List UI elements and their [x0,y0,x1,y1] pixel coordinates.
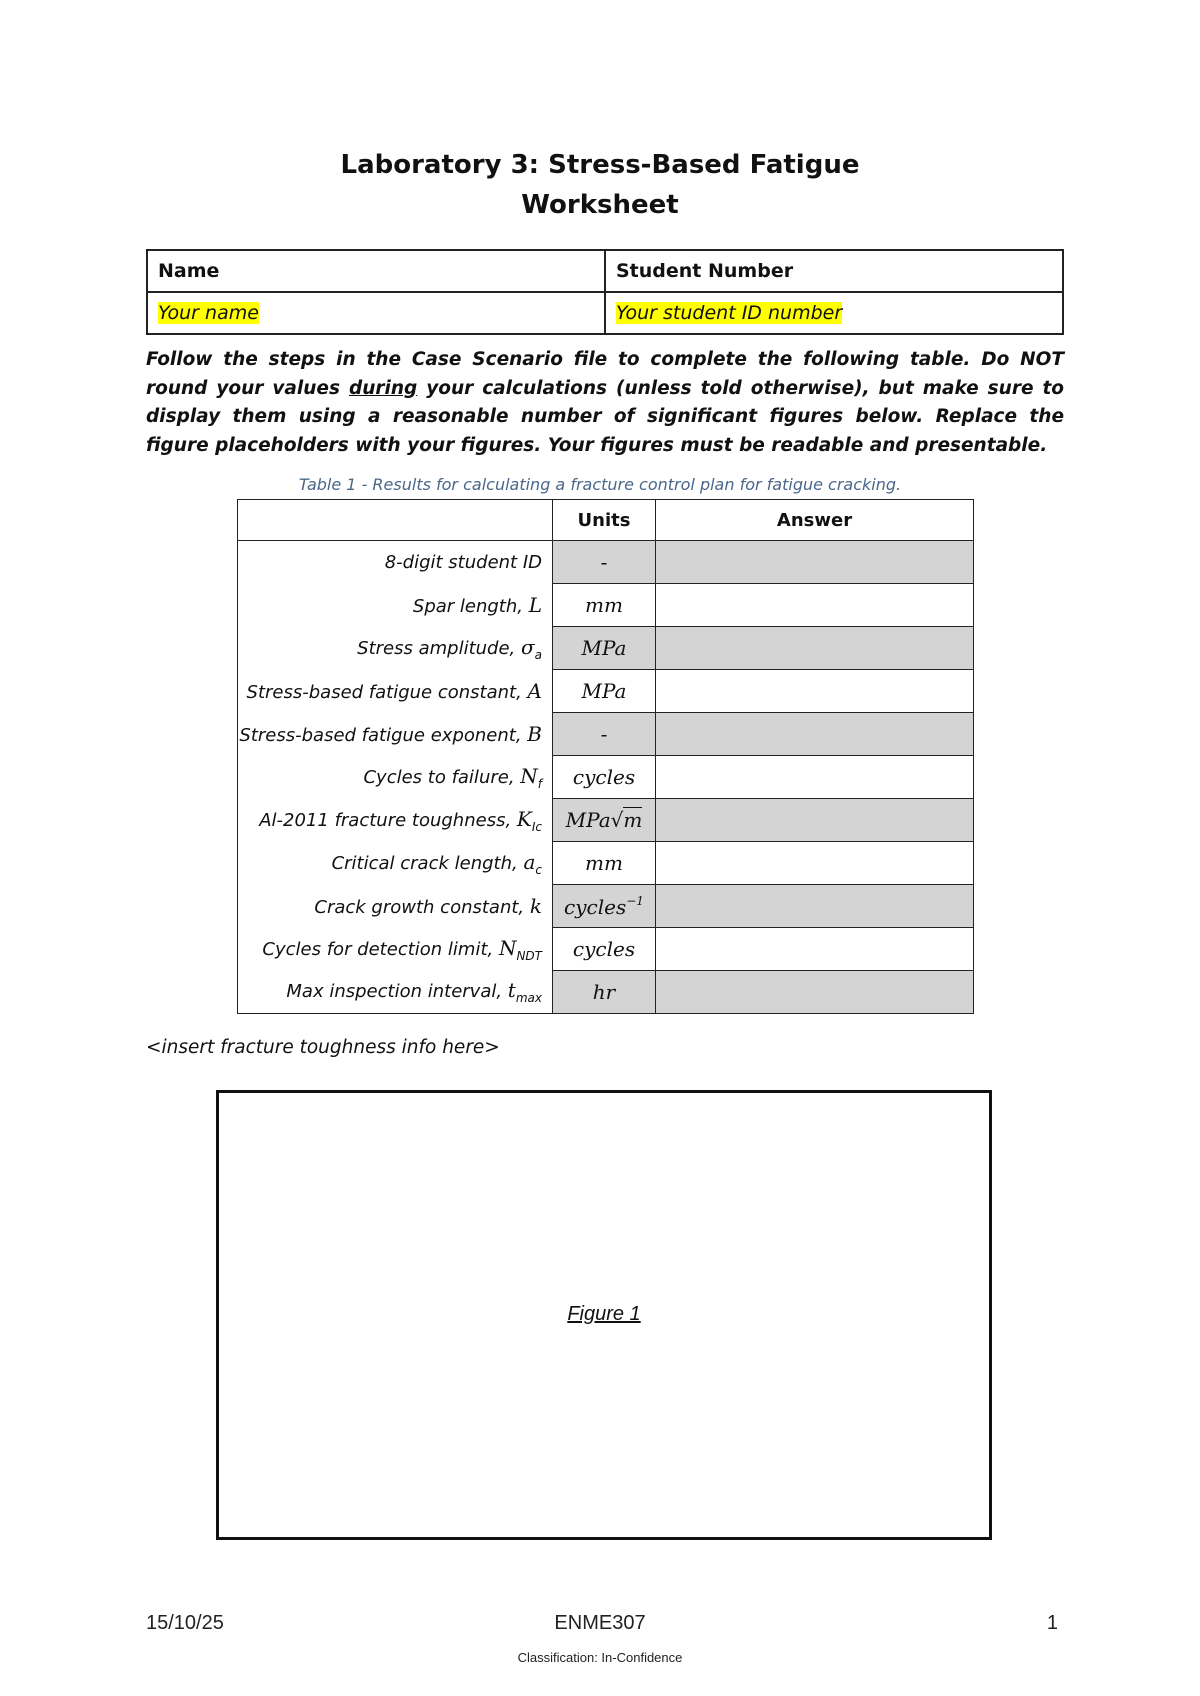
footer-date: 15/10/25 [146,1612,224,1634]
row-symbol: L [528,593,542,617]
instructions-part1: Follow the steps in the Case Scenario file to complete the following table. Do NOT round your values [146,349,1064,399]
answer-cell[interactable] [656,713,974,756]
row-symbol: a [523,849,536,874]
student-info-table [146,249,1064,335]
row-label-text: Cycles to failure, [363,766,521,788]
answer-cell[interactable] [656,799,974,842]
table-row [238,885,974,928]
page-subtitle: Worksheet [521,190,679,220]
answer-cell[interactable] [656,885,974,928]
row-symbol: A [527,679,542,703]
row-symbol: B [527,722,542,746]
row-unit-text: MPa [565,808,611,832]
answer-cell[interactable] [656,971,974,1014]
row-symbol: K [516,806,532,831]
row-unit-text: mm [585,593,623,617]
row-unit-root: m [623,808,643,832]
row-label [238,885,553,928]
row-label-text: Stress-based fatigue exponent, [239,725,528,746]
row-unit-text: cycles [564,894,627,919]
footer-page-number: 1 [1046,1612,1058,1634]
answer-header: Answer [656,500,974,541]
row-label-text: Cycles for detection limit, [262,938,499,960]
row-label-text: Stress amplitude, [357,637,521,659]
row-label-text: Stress-based fatigue constant, [246,682,528,703]
table-row [238,799,974,842]
answer-cell[interactable] [656,756,974,799]
row-label-text: Max inspection interval, [286,981,508,1003]
row-subscript: Ic [531,819,542,834]
footer-course: ENME307 [554,1612,646,1634]
row-label [238,842,553,885]
sqrt-icon: √ [610,808,624,832]
row-unit-superscript: −1 [626,893,644,908]
table-row [238,756,974,799]
row-unit [553,627,656,670]
row-label-text: Crack growth constant, [314,897,530,918]
row-label-text: Al-2011 fracture toughness, [259,809,517,831]
row-subscript: a [534,647,542,662]
row-unit [553,756,656,799]
row-unit [553,584,656,627]
table-row [238,541,974,584]
table-row [238,842,974,885]
row-unit-text: hr [592,980,616,1004]
table-row [238,670,974,713]
name-value[interactable]: Your name [158,302,259,324]
row-subscript: max [515,991,542,1006]
answer-cell[interactable] [656,541,974,584]
row-subscript: NDT [516,948,542,963]
figure-label: Figure 1 [567,1303,641,1325]
student-number-value[interactable]: Your student ID number [616,302,843,324]
row-label [238,799,553,842]
row-subscript: c [535,862,542,877]
figure-placeholder[interactable] [216,1090,992,1540]
row-unit-text: MPa [581,679,627,703]
answer-cell[interactable] [656,928,974,971]
row-unit [553,842,656,885]
row-unit-text: - [600,550,608,574]
answer-cell[interactable] [656,627,974,670]
row-label [238,713,553,756]
classification-label: Classification: In-Confidence [517,1650,683,1665]
row-unit [553,713,656,756]
row-symbol: N [520,763,538,788]
table-row [238,584,974,627]
table-row [238,627,974,670]
row-label [238,971,553,1014]
row-unit-text: MPa [581,636,627,660]
results-body [238,541,974,1014]
page-title: Laboratory 3: Stress-Based Fatigue [340,150,860,180]
instructions-underlined: during [348,377,418,399]
name-cell[interactable] [147,292,605,334]
row-unit-text: cycles [572,937,636,961]
blank-header [238,500,553,541]
insert-placeholder: <insert fracture toughness info here> [146,1037,500,1058]
table-row [238,928,974,971]
answer-cell[interactable] [656,842,974,885]
row-label [238,627,553,670]
name-header: Name [147,250,605,292]
row-symbol: N [498,935,517,960]
row-label [238,670,553,713]
answer-cell[interactable] [656,670,974,713]
row-unit [553,670,656,713]
table-caption: Table 1 - Results for calculating a fracture control plan for fatigue cracking. [298,475,902,494]
row-unit [553,971,656,1014]
row-label [238,928,553,971]
row-label [238,584,553,627]
units-header: Units [553,500,656,541]
row-label [238,756,553,799]
student-number-cell[interactable] [605,292,1063,334]
row-label-text: Critical crack length, [331,852,524,874]
row-label [238,541,553,584]
answer-cell[interactable] [656,584,974,627]
results-table [237,499,974,1014]
row-symbol: k [529,894,542,918]
table-row [238,713,974,756]
row-unit-text: mm [585,851,623,875]
row-unit-text: cycles [572,765,636,789]
row-unit [553,885,656,928]
table-row [238,971,974,1014]
row-label-text: 8-digit student ID [384,551,542,573]
row-unit [553,799,656,842]
row-label-text: Spar length, [412,596,529,617]
row-symbol: σ [520,634,535,659]
row-unit [553,928,656,971]
row-subscript: f [537,776,542,791]
row-unit-text: - [600,722,608,746]
row-symbol: t [507,978,516,1003]
row-unit [553,541,656,584]
instructions-paragraph [146,346,1064,460]
student-number-header: Student Number [605,250,1063,292]
instructions-part2: your calculations (unless told otherwise), but make sure to display them using a reasonable number of significant figures below. Replace the figure placeholders with your figures. Your figures must be readable and presentable. [146,377,1065,456]
